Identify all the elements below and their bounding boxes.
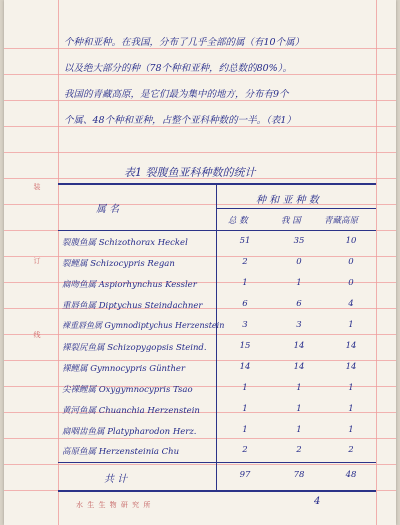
paragraph-line-2: 以及绝大部分的种（78个种和亚种，约总数的80%）。 (64, 63, 292, 74)
row-genus: 裸鲤属 Gymnocypris Günther (62, 364, 186, 374)
table-bottom-rule (58, 490, 376, 492)
paragraph-line-3: 我国的青藏高原，是它们最为集中的地方，分布有9个 (64, 89, 289, 100)
row-total: 1 (242, 383, 248, 393)
table-group-rule (216, 208, 376, 209)
row-china: 1 (296, 425, 302, 435)
row-genus: 重唇鱼属 Diptychus Steindachner (62, 301, 203, 311)
gutter-mark-order: 订 (33, 257, 41, 265)
left-margin-line (58, 0, 59, 525)
sum-label: 共 计 (104, 474, 128, 485)
row-genus: 高原鱼属 Herzensteinia Chu (62, 447, 180, 457)
row-total: 14 (239, 362, 251, 372)
row-china: 2 (296, 445, 302, 455)
sum-total: 97 (239, 470, 251, 480)
row-total: 1 (242, 425, 248, 435)
paragraph-line-1: 个种和亚种。在我国，分布了几乎全部的属（有10个属） (64, 37, 305, 48)
gutter-mark-bind: 装 (33, 183, 41, 191)
row-total: 2 (242, 257, 248, 267)
header-genus: 属 名 (96, 204, 120, 215)
row-genus: 尖裸鲤属 Oxygymnocypris Tsao (62, 385, 193, 395)
row-total: 51 (239, 236, 251, 246)
row-plateau: 0 (348, 257, 354, 267)
table-title: 表1 裂腹鱼亚科种数的统计 (124, 166, 256, 179)
row-plateau: 10 (345, 236, 357, 246)
row-genus: 裂鲤属 Schizocypris Regan (62, 259, 175, 269)
header-total: 总 数 (228, 216, 248, 226)
sum-china: 78 (293, 470, 305, 480)
manuscript-page (4, 0, 396, 525)
row-china: 35 (293, 236, 305, 246)
row-total: 3 (242, 320, 248, 330)
row-plateau: 1 (348, 404, 354, 414)
row-plateau: 14 (345, 341, 357, 351)
row-total: 15 (239, 341, 251, 351)
row-genus: 扁吻鱼属 Aspiorhynchus Kessler (62, 280, 197, 290)
paragraph-line-4: 个属、48个种和亚种，占整个亚科种数的一半。（表1） (64, 115, 296, 126)
row-plateau: 0 (348, 278, 354, 288)
row-genus: 扁咽齿鱼属 Platypharodon Herz. (62, 427, 197, 437)
page-number: 4 (314, 496, 321, 507)
header-species-count: 种 和 亚 种 数 (256, 195, 319, 206)
row-total: 1 (242, 404, 248, 414)
row-total: 2 (242, 445, 248, 455)
row-plateau: 1 (348, 320, 354, 330)
row-total: 1 (242, 278, 248, 288)
row-plateau: 4 (348, 299, 354, 309)
row-genus: 黄河鱼属 Chuanchia Herzenstein (62, 406, 200, 416)
row-plateau: 1 (348, 425, 354, 435)
row-china: 1 (296, 404, 302, 414)
right-margin-line (376, 0, 377, 525)
sum-plateau: 48 (345, 470, 357, 480)
header-plateau: 青藏高原 (324, 216, 359, 226)
row-china: 1 (296, 278, 302, 288)
row-china: 1 (296, 383, 302, 393)
row-china: 14 (293, 362, 305, 372)
table-top-rule (58, 183, 376, 185)
header-china: 我 国 (281, 216, 301, 226)
row-genus: 裸重唇鱼属 Gymnodiptychus Herzenstein (62, 321, 225, 330)
institute-footer: 水 生 生 物 研 究 所 (76, 501, 152, 509)
row-genus: 裸裂尻鱼属 Schizopygopsis Steind. (62, 343, 207, 353)
table-header-rule (58, 230, 376, 231)
row-plateau: 1 (348, 383, 354, 393)
row-plateau: 2 (348, 445, 354, 455)
gutter-mark-line: 线 (33, 331, 41, 339)
table-sum-rule (58, 462, 376, 463)
row-plateau: 14 (345, 362, 357, 372)
row-genus: 裂腹鱼属 Schizothorax Heckel (62, 238, 188, 248)
table-divider (216, 183, 217, 490)
row-china: 6 (296, 299, 302, 309)
row-china: 0 (296, 257, 302, 267)
row-total: 6 (242, 299, 248, 309)
row-china: 3 (296, 320, 302, 330)
row-china: 14 (293, 341, 305, 351)
